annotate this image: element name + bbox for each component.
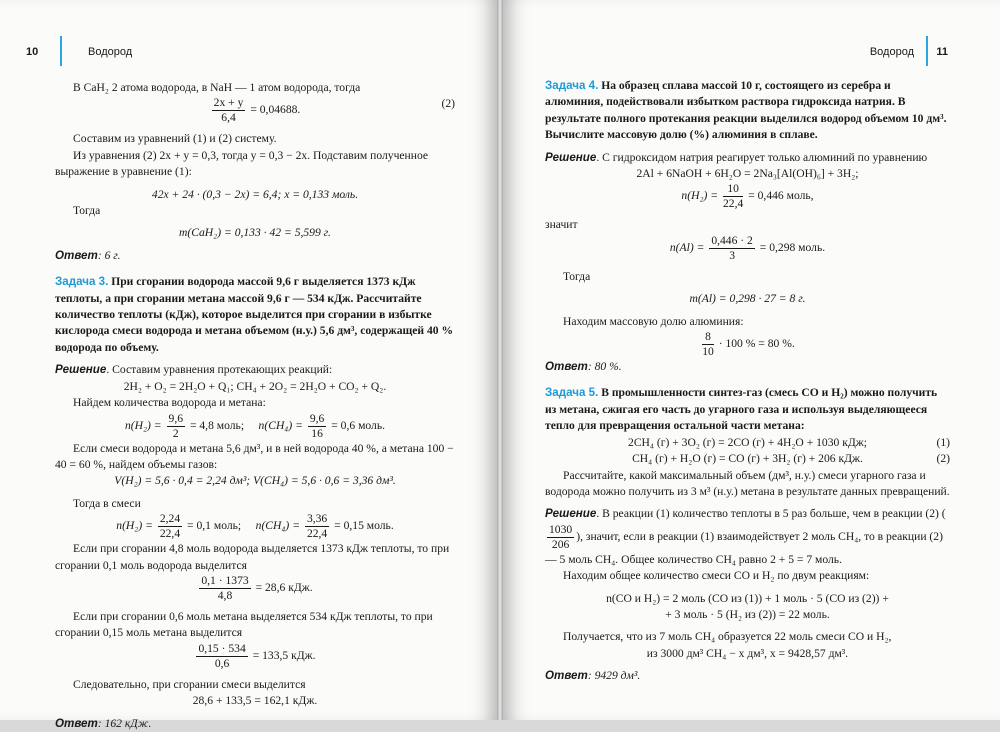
equation-nal: n(Al) = $\frac{0,446 \cdot 2}{3}$ = 0,298 моль. xyxy=(669,233,826,262)
text-line: Тогда xyxy=(73,204,101,218)
solution-intro: Решение. Составим уравнения протекающих реакций: xyxy=(55,363,333,377)
equation-nh2: n(H₂) = $\frac{10}{22,4}$ = 0,446 моль, xyxy=(681,182,814,211)
answer: Ответ: 6 г. xyxy=(55,248,121,262)
equation-mixture: n(H₂) = $\frac{2,24}{22,4}$ = 0,1 моль; n(CH₄) = $\frac{3,36}{22,4}$ = 0,15 моль. xyxy=(116,512,394,541)
equation-number: (2) xyxy=(441,97,455,111)
equation-heat-1: $\frac{0,1 \cdot 1373}{4,8}$ = 28,6 кДж. xyxy=(201,573,313,602)
left-content xyxy=(55,80,455,732)
equation-2: $\frac{2x + y}{6,4}$ = 0,04688. (2) xyxy=(213,96,455,125)
left-header-title: Водород xyxy=(88,46,133,58)
right-page xyxy=(503,0,1000,720)
text-line: Находим массовую долю алюминия: xyxy=(563,314,744,328)
answer: Ответ: 162 кДж. xyxy=(55,716,152,730)
text-line: Тогда в смеси xyxy=(73,496,141,510)
reaction-equation: 2Al + 6NaOH + 6H₂O = 2Na₃[Al(OH)₆] + 3H₂; xyxy=(636,167,859,181)
text-line: Найдем количества водорода и метана: xyxy=(73,396,266,410)
right-header-title: Водород xyxy=(869,46,914,58)
equation-number: (2) xyxy=(936,452,950,466)
sum-line-1: n(CO и H₂) = 2 моль (CO из (1)) + 1 моль · 5 (CO из (2)) + xyxy=(606,591,889,605)
text-paragraph: Если при сгорании 4,8 моль водорода выделяется 1373 кДж теплоты, то при сгорании 0,1 моль водорода выделится xyxy=(55,542,450,572)
equation-amounts: n(H₂) = $\frac{9,6}{2}$ = 4,8 моль; n(CH₄) = $\frac{9,6}{16}$ = 0,6 моль. xyxy=(124,411,386,440)
left-page xyxy=(0,0,497,730)
text-line: значит xyxy=(545,218,578,232)
right-content xyxy=(545,78,950,685)
equation-volumes: V(H₂) = 5,6 · 0,4 = 2,24 дм³; V(CH₄) = 5,6 · 0,6 = 3,36 дм³. xyxy=(114,474,396,488)
proportion-line: из 3000 дм³ CH₄ − x дм³, x = 9428,57 дм³. xyxy=(646,646,849,660)
reaction-1: 2CH₄ (г) + 3O₂ (г) = 2CO (г) + 4H₂O + 1030 кДж; (1) xyxy=(545,435,950,451)
text-line: Составим из уравнений (1) и (2) систему. xyxy=(73,132,277,146)
equation-fraction: $\frac{8}{10}$ · 100 % = 80 %. xyxy=(702,330,795,359)
text-line: В CaH₂ 2 атома водорода, в NaH — 1 атом водорода, тогда xyxy=(73,81,361,94)
right-page-number: 11 xyxy=(936,46,948,58)
task-3: Задача 3. При сгорании водорода массой 9,6 г выделяется 1373 кДж теплоты, а при сгорании метана массой 9,6 г — 534 кДж. Рассчитайте количество теплоты (кДж), которое выделится при сгорании в избытке кислорода смеси водорода и метана объемом (н.у.) 5,6 дм³, содержащей 40 % водорода по объему. xyxy=(55,275,454,354)
text-line: Находим общее количество смеси CO и H₂ по двум реакциям: xyxy=(563,569,870,583)
solution-2: Решение. В реакции (1) количество теплоты в 5 раз больше, чем в реакции (2) ( $\frac{1030}{206}$ ), значит, если в реакции (1) взаимодействует 2 моль CH₄, то в реакции (2) — 5 моль CH₄. Общее количество CH₄ равно 2 + 5 = 7 моль. xyxy=(545,507,946,566)
text-paragraph: Из уравнения (2) 2x + y = 0,3, тогда y = 0,3 − 2x. Подставим полученное выражение в уравнение (1): xyxy=(55,148,429,179)
equation-mal: m(Al) = 0,298 · 27 = 8 г. xyxy=(689,292,806,306)
text-line: Следовательно, при сгорании смеси выделится xyxy=(73,677,306,691)
task-4: Задача 4. На образец сплава массой 10 г, состоящего из серебра и алюминия, подействовали избытком раствора гидроксида натрия. В результате полного протекания реакции выделился водород объемом 10 дм³. Вычислите массовую долю (%) алюминия в сплаве. xyxy=(545,79,947,142)
fraction: $\frac{2x + y}{6,4}$ xyxy=(213,96,244,125)
text-paragraph: Рассчитайте, какой максимальный объем (дм³, н.у.) смеси угарного газа и водорода можно получить из 3 м³ (н.у.) метана в результате данных превращений. xyxy=(545,468,950,498)
answer: Ответ: 9429 дм³. xyxy=(545,669,641,683)
text-line: Тогда xyxy=(563,269,591,283)
left-page-number: 10 xyxy=(26,46,39,58)
solution-intro: Решение. С гидроксидом натрия реагирует только алюминий по уравнению xyxy=(545,150,928,164)
left-header-divider xyxy=(60,36,62,66)
sum-line-2: + 3 моль · 5 (H₂ из (2)) = 22 моль. xyxy=(665,607,830,621)
task-5: Задача 5. В промышленности синтез-газ (смесь CO и H₂) можно получить из метана, сжигая его часть до угарного газа и используя выделяющееся тепло для превращения остальной части метана: xyxy=(545,386,938,433)
answer: Ответ: 80 %. xyxy=(545,360,622,374)
equation-total: 28,6 + 133,5 = 162,1 кДж. xyxy=(192,694,318,708)
equation-substitution: 42x + 24 · (0,3 − 2x) = 6,4; x = 0,133 моль. xyxy=(151,187,359,201)
text-line: Получается, что из 7 моль CH₄ образуется 22 моль смеси CO и H₂, xyxy=(563,630,892,644)
text-paragraph: Если при сгорании 0,6 моль метана выделяется 534 кДж теплоты, то при сгорании 0,15 моль метана выделится xyxy=(55,609,433,640)
reaction-equations: 2H₂ + O₂ = 2H₂O + Q₁; CH₄ + 2O₂ = 2H₂O + CO₂ + Q₂. xyxy=(123,379,387,393)
reaction-2: CH₄ (г) + H₂O (г) = CO (г) + 3H₂ (г) + 206 кДж. (2) xyxy=(545,451,950,467)
equation-mass: m(CaH₂) = 0,133 · 42 = 5,599 г. xyxy=(179,226,331,240)
equation-number: (1) xyxy=(936,435,950,449)
equation-heat-2: $\frac{0,15 \cdot 534}{0,6}$ = 133,5 кДж. xyxy=(198,641,316,670)
right-header-divider xyxy=(926,36,928,66)
text-paragraph: Если смеси водорода и метана 5,6 дм³, и в ней водорода 40 %, а метана 100 − 40 = 60 %, найдем объемы газов: xyxy=(55,441,454,471)
